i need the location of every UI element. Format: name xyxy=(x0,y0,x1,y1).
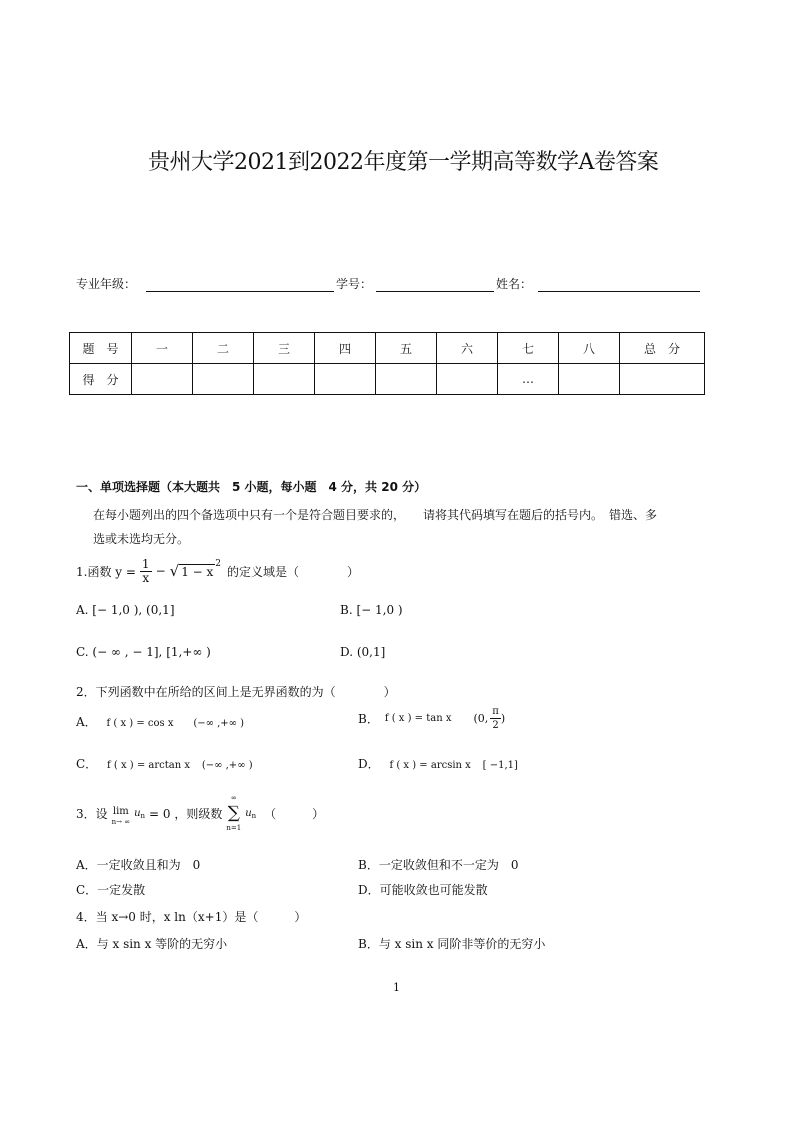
q2-option-b xyxy=(358,702,505,734)
q3-u-sub: n xyxy=(140,812,146,820)
q2-c-expr: f ( x ) = arctan x xyxy=(107,760,191,771)
score-input-cell[interactable] xyxy=(193,364,254,395)
q3-stem xyxy=(76,790,324,836)
q2-stem: 2．下列函数中在所给的区间上是无界函数的为（ ） xyxy=(76,685,396,699)
score-cell: 得 分 xyxy=(70,364,132,395)
q2-option-c xyxy=(76,755,253,772)
score-input-cell[interactable] xyxy=(315,364,376,395)
q3-option-b: B．一定收敛但和不一定为 0 xyxy=(358,858,519,872)
q2-b-int-post: ) xyxy=(500,711,506,725)
q2-b-two: 2 xyxy=(492,719,499,731)
score-cell: 二 xyxy=(193,333,254,364)
id-blank xyxy=(376,291,494,292)
major-label: 专业年级： xyxy=(76,277,137,291)
score-input-cell[interactable] xyxy=(559,364,620,395)
score-cell: 七 xyxy=(498,333,559,364)
q1-option-a: A. [− 1,0 ), (0,1] xyxy=(76,603,175,617)
q2-option-d xyxy=(358,755,518,772)
q2-d-label: D． xyxy=(358,757,380,771)
q1-fraction xyxy=(140,558,152,585)
score-cell: 四 xyxy=(315,333,376,364)
major-blank xyxy=(146,291,334,292)
score-table-score-row xyxy=(70,364,705,395)
q1-option-b: B. [− 1,0 ) xyxy=(340,603,403,617)
score-input-cell[interactable] xyxy=(437,364,498,395)
q3-option-a: A．一定收敛且和为 0 xyxy=(76,858,201,872)
q1-minus: − xyxy=(155,564,166,578)
q3-sum-top: ∞ xyxy=(230,794,237,802)
q1-exp: 2 xyxy=(215,559,222,569)
q1-suffix: 的定义域是（ ） xyxy=(227,564,360,579)
q3-option-d: D．可能收敛也可能发散 xyxy=(358,883,488,897)
q2-b-expr: f ( x ) = tan x xyxy=(384,712,452,724)
name-blank xyxy=(538,291,700,292)
score-cell: 三 xyxy=(254,333,315,364)
sqrt-icon: √ xyxy=(169,562,180,580)
q3-lim: lim xyxy=(112,806,129,817)
q1-frac-num: 1 xyxy=(141,556,150,571)
score-input-cell[interactable]: … xyxy=(498,364,559,395)
q3-paren: （ ） xyxy=(264,806,325,821)
score-cell: 一 xyxy=(132,333,193,364)
q2-b-pi: π xyxy=(492,705,499,717)
section-heading: 一、单项选择题（本大题共 5 小题，每小题 4 分，共 20 分） xyxy=(76,480,427,494)
score-table-header-row xyxy=(70,333,705,364)
q3-sum-u: u xyxy=(245,807,252,819)
q2-a-expr: f ( x ) = cos x xyxy=(106,718,174,729)
q2-d-expr: f ( x ) = arcsin x xyxy=(389,760,471,771)
q4-stem: 4．当 x→0 时，x ln（x+1）是（ ） xyxy=(76,910,307,924)
q1-prefix: 1.函数 y = xyxy=(76,564,136,579)
score-cell: 六 xyxy=(437,333,498,364)
score-cell: 五 xyxy=(376,333,437,364)
q1-frac-den: x xyxy=(142,570,150,585)
q2-c-interval: (−∞ ,+∞ ) xyxy=(201,760,253,771)
section-instructions-1: 在每小题列出的四个备选项中只有一个是符合题目要求的， 请将其代码填写在题后的括号内。 错选、多 xyxy=(93,508,658,522)
score-table xyxy=(69,332,705,395)
id-label: 学号： xyxy=(336,277,373,291)
name-label: 姓名： xyxy=(496,277,533,291)
score-input-cell[interactable] xyxy=(132,364,193,395)
q1-stem xyxy=(76,555,359,587)
q4-option-a: A．与 x sin x 等阶的无穷小 xyxy=(76,937,228,951)
q3-sum-u-sub: n xyxy=(251,812,257,820)
q1-option-c: C. (− ∞ , − 1], [1,+∞ ) xyxy=(76,645,211,659)
q1-radicand: 1 − x xyxy=(181,564,214,579)
score-cell: 题 号 xyxy=(70,333,132,364)
q2-a-label: A． xyxy=(76,715,97,729)
score-cell: 总 分 xyxy=(620,333,705,364)
q3-sum xyxy=(226,792,241,834)
q3-limit xyxy=(112,798,130,828)
score-input-cell[interactable] xyxy=(376,364,437,395)
score-input-cell[interactable] xyxy=(620,364,705,395)
section-instructions-2: 选或未选均无分。 xyxy=(93,532,190,546)
q3-lim-sub: n→ ∞ xyxy=(111,818,131,826)
score-cell: 八 xyxy=(559,333,620,364)
q3-pre: 3．设 xyxy=(76,806,108,821)
score-input-cell[interactable] xyxy=(254,364,315,395)
sigma-icon: ∑ xyxy=(227,803,240,823)
q2-a-interval: (−∞ ,+∞ ) xyxy=(193,718,245,729)
q3-eq0: = 0 ，则级数 xyxy=(149,806,223,821)
q1-option-d: D. (0,1] xyxy=(340,645,386,659)
q2-b-label: B． xyxy=(358,711,379,726)
q3-u: u xyxy=(134,807,141,819)
page-title: 贵州大学2021到2022年度第一学期高等数学A卷答案 xyxy=(148,150,659,175)
q2-b-int-pre: (0, xyxy=(473,711,489,725)
page-number: 1 xyxy=(393,981,400,994)
q2-c-label: C． xyxy=(76,757,98,771)
q2-option-a xyxy=(76,713,244,730)
q3-option-c: C．一定发散 xyxy=(76,883,146,897)
q3-sum-bot: n=1 xyxy=(226,824,242,832)
q4-option-b: B．与 x sin x 同阶非等价的无穷小 xyxy=(358,937,546,951)
q2-d-interval: [ −1,1] xyxy=(482,760,518,771)
q2-b-fraction xyxy=(490,705,501,732)
